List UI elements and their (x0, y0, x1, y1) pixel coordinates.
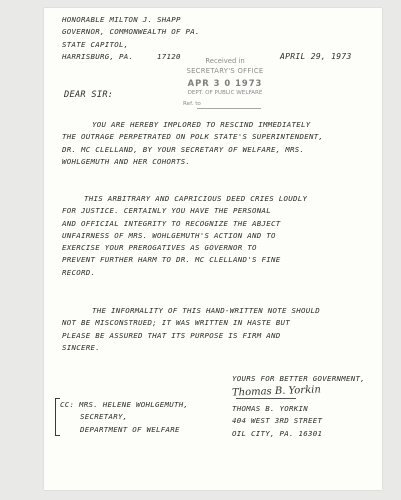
paragraph-line: NOT BE MISCONSTRUED; IT WAS WRITTEN IN HASTE BUT (62, 318, 290, 328)
sender-line: OIL CITY, PA. 16301 (232, 428, 323, 438)
paragraph-line: THE OUTRAGE PERPETRATED ON POLK STATE'S SUPERINTENDENT, (62, 132, 324, 142)
paragraph-line: RECORD. (62, 267, 96, 277)
paragraph-1 (62, 120, 323, 169)
address-line: GOVERNOR, COMMONWEALTH OF PA. (62, 27, 200, 37)
paragraph-line: THE INFORMALITY OF THIS HAND-WRITTEN NOTE SHOULD (92, 306, 320, 315)
sender-block (232, 404, 322, 441)
address-line: STATE CAPITOL, (62, 39, 129, 49)
stamp-office: SECRETARY'S OFFICE (186, 67, 264, 75)
address-line: HONORABLE MILTON J. SHAPP (62, 15, 181, 24)
cc-line: CC: MRS. HELENE WOHLGEMUTH, (60, 400, 189, 409)
stamp-ref-rule (197, 108, 261, 109)
stamp-received: Received in (205, 57, 245, 65)
stamp-dept: DEPT. OF PUBLIC WELFARE (187, 90, 263, 96)
handwritten-signature: Thomas B. Yorkin (231, 384, 321, 399)
paragraph-3 (62, 306, 320, 355)
zip-code: 17120 (157, 51, 181, 61)
cc-line: SECRETARY, (80, 412, 128, 422)
paragraph-line: UNFAIRNESS OF MRS. WOHLGEMUTH'S ACTION AND TO (62, 230, 276, 240)
sender-line: THOMAS B. YORKIN (232, 404, 308, 413)
letter-date: APRIL 29, 1973 (280, 52, 352, 61)
paragraph-line: THIS ARBITRARY AND CAPRICIOUS DEED CRIES LOUDLY (84, 194, 308, 203)
paragraph-line: PREVENT FURTHER HARM TO DR. MC CLELLAND'S FINE (62, 255, 281, 265)
sender-line: 404 WEST 3RD STREET (232, 416, 323, 426)
paragraph-line: EXERCISE YOUR PREROGATIVES AS GOVERNOR TO (62, 243, 257, 253)
closing: YOURS FOR BETTER GOVERNMENT, (232, 374, 365, 383)
paragraph-line: YOU ARE HEREBY IMPLORED TO RESCIND IMMEDIATELY (92, 120, 311, 129)
salutation: DEAR SIR: (64, 90, 114, 100)
paragraph-line: SINCERE. (62, 342, 100, 352)
signature-underline (236, 398, 296, 399)
stamp-date: APR 3 0 1973 (187, 78, 263, 88)
paragraph-2 (62, 194, 307, 280)
paragraph-line: PLEASE BE ASSURED THAT ITS PURPOSE IS FIRM AND (62, 330, 281, 340)
paragraph-line: WOHLGEMUTH AND HER COHORTS. (62, 156, 191, 166)
stamp-ref: Ref. to (183, 101, 201, 107)
paragraph-line: AND OFFICIAL INTEGRITY TO RECOGNIZE THE ABJECT (62, 218, 281, 228)
received-stamp (175, 57, 275, 115)
paragraph-line: FOR JUSTICE. CERTAINLY YOU HAVE THE PERSONAL (62, 206, 271, 216)
paragraph-line: DR. MC CLELLAND, BY YOUR SECRETARY OF WELFARE, MRS. (62, 144, 305, 154)
cc-block (60, 400, 188, 437)
address-line: HARRISBURG, PA. 17120 (62, 51, 181, 61)
cc-line: DEPARTMENT OF WELFARE (80, 424, 180, 434)
